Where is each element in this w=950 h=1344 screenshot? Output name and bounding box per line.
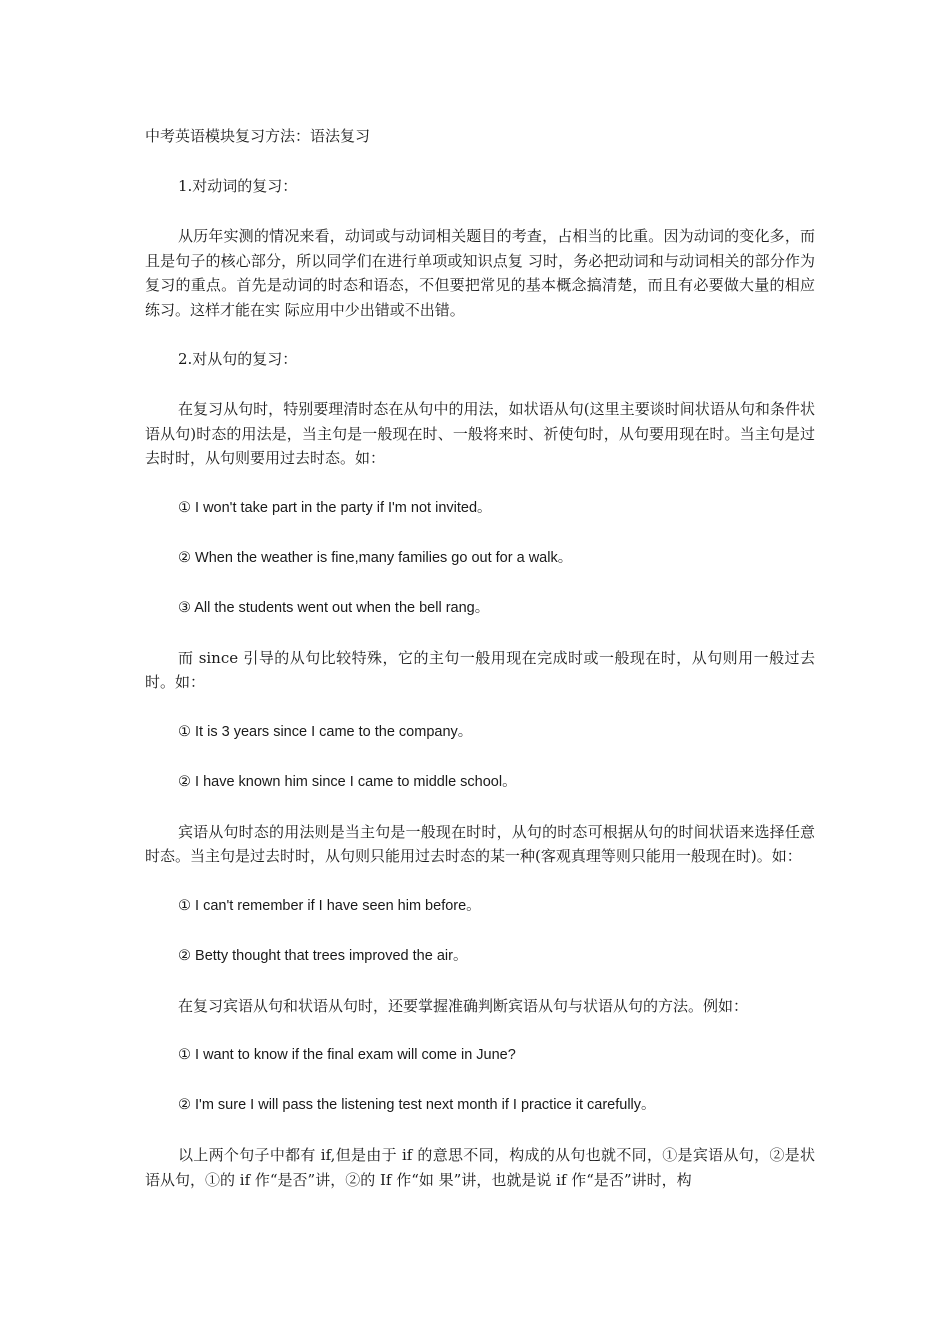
paragraph-since: 而 since 引导的从句比较特殊，它的主句一般用现在完成时或一般现在时，从句则用一般过去时。如： (145, 648, 815, 691)
example-sentence: ② I'm sure I will pass the listening test next month if I practice it carefully。 (178, 1097, 656, 1113)
paragraph-clauses: 在复习从句时，特别要理清时态在从句中的用法，如状语从句(这里主要谈时间状语从句和条件状语从句)时态的用法是，当主句是一般现在时、一般将来时、祈使句时，从句要用现在时。当主句是过去时时，从句则要用过去时态。如： (145, 400, 815, 467)
paragraph-distinguish: 在复习宾语从句和状语从句时，还要掌握准确判断宾语从句与状语从句的方法。例如： (178, 996, 749, 1015)
document-title: 中考英语模块复习方法：语法复习 (145, 127, 371, 145)
paragraph-object-clause: 宾语从句时态的用法则是当主句是一般现在时时，从句的时态可根据从句的时间状语来选择任意时态。当主句是过去时时，从句则只能用过去时态的某一种(客观真理等则只能用一般现在时)。如： (145, 822, 815, 865)
example-sentence: ② I have known him since I came to middle school。 (178, 773, 517, 790)
paragraph-final: 以上两个句子中都有 if,但是由于 if 的意思不同，构成的从句也就不同，①是宾语从句，②是状语从句，①的 if 作“是否”讲，②的 If 作“如 果”讲，也就是说 if 作“是否”讲时，构 (145, 1146, 815, 1189)
section-heading-clauses: 2.对从句的复习： (178, 350, 298, 368)
example-sentence: ② When the weather is fine,many families go out for a walk。 (178, 549, 573, 566)
section-heading-verbs: 1.对动词的复习： (178, 177, 298, 195)
example-sentence: ② Betty thought that trees improved the air。 (178, 947, 468, 964)
example-sentence: ① It is 3 years since I came to the company。 (178, 723, 473, 740)
example-sentence: ① I won't take part in the party if I'm not invited。 (178, 499, 492, 516)
paragraph-verbs: 从历年实测的情况来看，动词或与动词相关题目的考查，占相当的比重。因为动词的变化多，而且是句子的核心部分，所以同学们在进行单项或知识点复 习时，务必把动词和与动词相关的部分作为复习的重点。首先是动词的时态和语态，不但要把常见的基本概念搞清楚，而且有必要做大量的相应练习。这样才能在实 际应用中少出错或不出错。 (145, 227, 815, 319)
example-sentence: ③ All the students went out when the bell rang。 (178, 599, 490, 616)
example-sentence: ① I can't remember if I have seen him before。 (178, 897, 481, 914)
example-sentence: ① I want to know if the final exam will come in June? (178, 1047, 516, 1063)
